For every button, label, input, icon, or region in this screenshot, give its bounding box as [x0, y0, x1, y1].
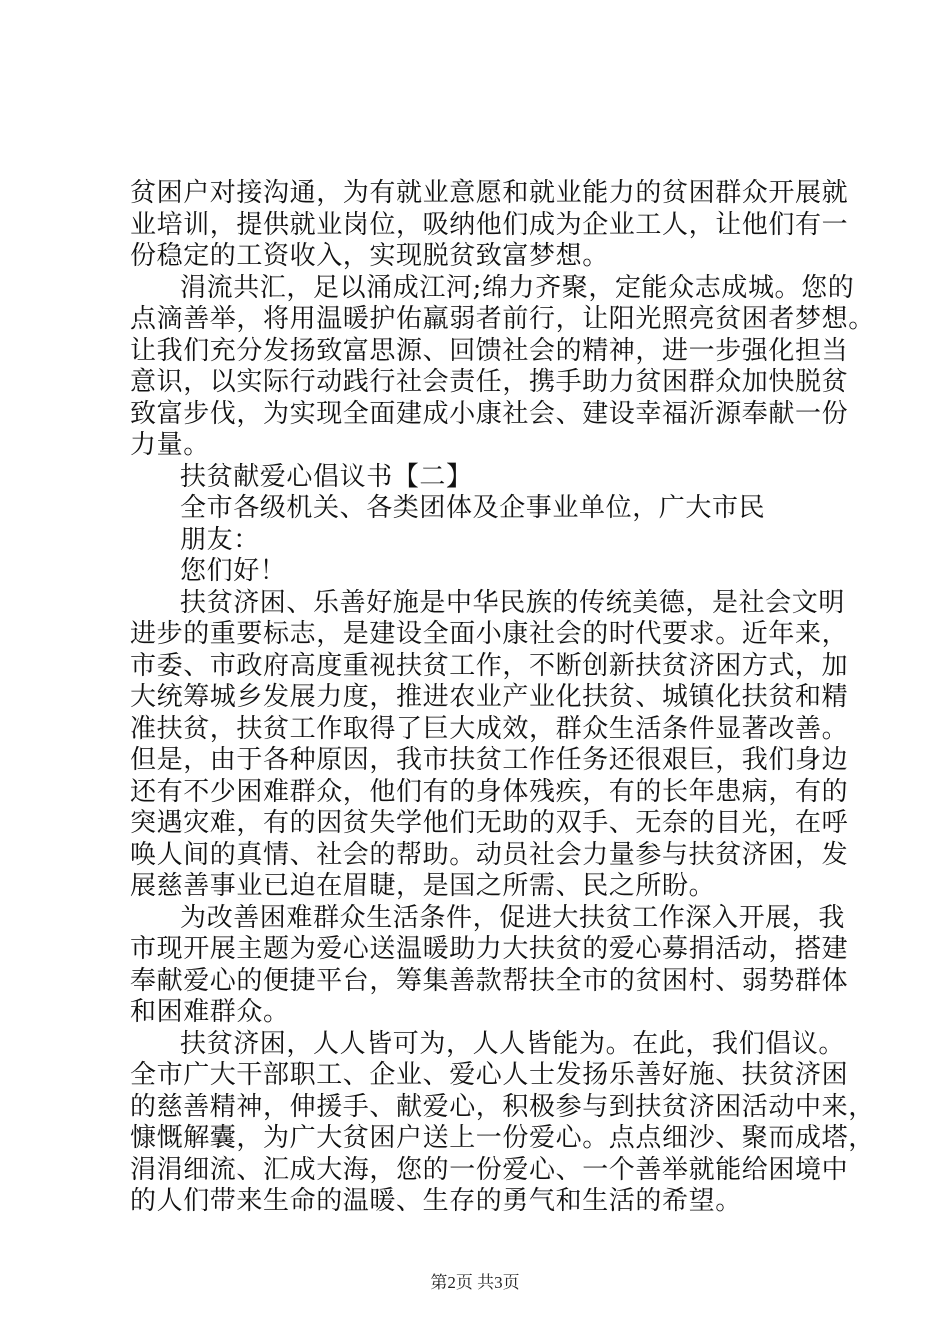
- text-line: 全市广大干部职工、企业、爱心人士发扬乐善好施、扶贫济困: [130, 1060, 849, 1090]
- text-line: 进步的重要标志，是建设全面小康社会的时代要求。近年来，: [130, 619, 849, 649]
- text-line: 市现开展主题为爱心送温暖助力大扶贫的爱心募捐活动，搭建: [130, 934, 849, 964]
- text-line: 准扶贫，扶贫工作取得了巨大成效，群众生活条件显著改善。: [130, 713, 849, 744]
- text-line: 贫困户对接沟通，为有就业意愿和就业能力的贫困群众开展就: [130, 178, 849, 208]
- page-footer: 第2页 共3页: [430, 1273, 520, 1292]
- text-line: 扶贫济困、乐善好施是中华民族的传统美德，是社会文明: [180, 587, 846, 618]
- salutation-line: 朋友：: [180, 524, 260, 555]
- greeting-line: 您们好！: [180, 556, 287, 586]
- text-line: 但是，由于各种原因，我市扶贫工作任务还很艰巨，我们身边: [130, 745, 849, 775]
- text-line: 市委、市政府高度重视扶贫工作，不断创新扶贫济困方式，加: [130, 650, 849, 681]
- text-line: 和困难群众。: [130, 997, 290, 1027]
- text-line: 扶贫济困，人人皆可为，人人皆能为。在此，我们倡议。: [180, 1028, 846, 1059]
- text-line: 展慈善事业已迫在眉睫，是国之所需、民之所盼。: [130, 871, 716, 901]
- text-line: 份稳定的工资收入，实现脱贫致富梦想。: [130, 241, 609, 271]
- text-line: 点滴善举，将用温暖护佑羸弱者前行，让阳光照亮贫困者梦想。: [130, 304, 875, 334]
- text-line: 涓流共汇，足以涌成江河;绵力齐聚，定能众志成城。您的: [180, 272, 855, 303]
- text-line: 慷慨解囊，为广大贫困户送上一份爱心。点点细沙、聚而成塔，: [130, 1123, 875, 1153]
- text-line: 突遇灾难，有的因贫失学他们无助的双手、无奈的目光，在呼: [130, 808, 849, 838]
- text-line: 大统筹城乡发展力度，推进农业产业化扶贫、城镇化扶贫和精: [130, 682, 849, 712]
- text-line: 还有不少困难群众，他们有的身体残疾，有的长年患病，有的: [130, 776, 849, 807]
- text-line: 让我们充分发扬致富思源、回馈社会的精神，进一步强化担当: [130, 335, 849, 366]
- text-line: 的慈善精神，伸援手、献爱心，积极参与到扶贫济困活动中来，: [130, 1091, 875, 1122]
- text-line: 为改善困难群众生活条件，促进大扶贫工作深入开展，我: [180, 902, 846, 933]
- section-heading: 扶贫献爱心倡议书【二】: [180, 461, 473, 492]
- text-line-last: 的人们带来生命的温暖、生存的勇气和生活的希望。: [130, 1186, 742, 1216]
- text-line: 致富步伐，为实现全面建成小康社会、建设幸福沂源奉献一份: [130, 398, 849, 429]
- text-line: 唤人间的真情、社会的帮助。动员社会力量参与扶贫济困，发: [130, 839, 849, 870]
- text-line: 奉献爱心的便捷平台，筹集善款帮扶全市的贫困村、弱势群体: [130, 965, 849, 996]
- text-line: 意识，以实际行动践行社会责任，携手助力贫困群众加快脱贫: [130, 367, 849, 397]
- salutation-line: 全市各级机关、各类团体及企事业单位，广大市民: [180, 493, 766, 523]
- text-line: 力量。: [130, 430, 210, 460]
- text-line: 业培训，提供就业岗位，吸纳他们成为企业工人，让他们有一: [130, 209, 849, 240]
- text-line: 涓涓细流、汇成大海，您的一份爱心、一个善举就能给困境中: [130, 1154, 849, 1185]
